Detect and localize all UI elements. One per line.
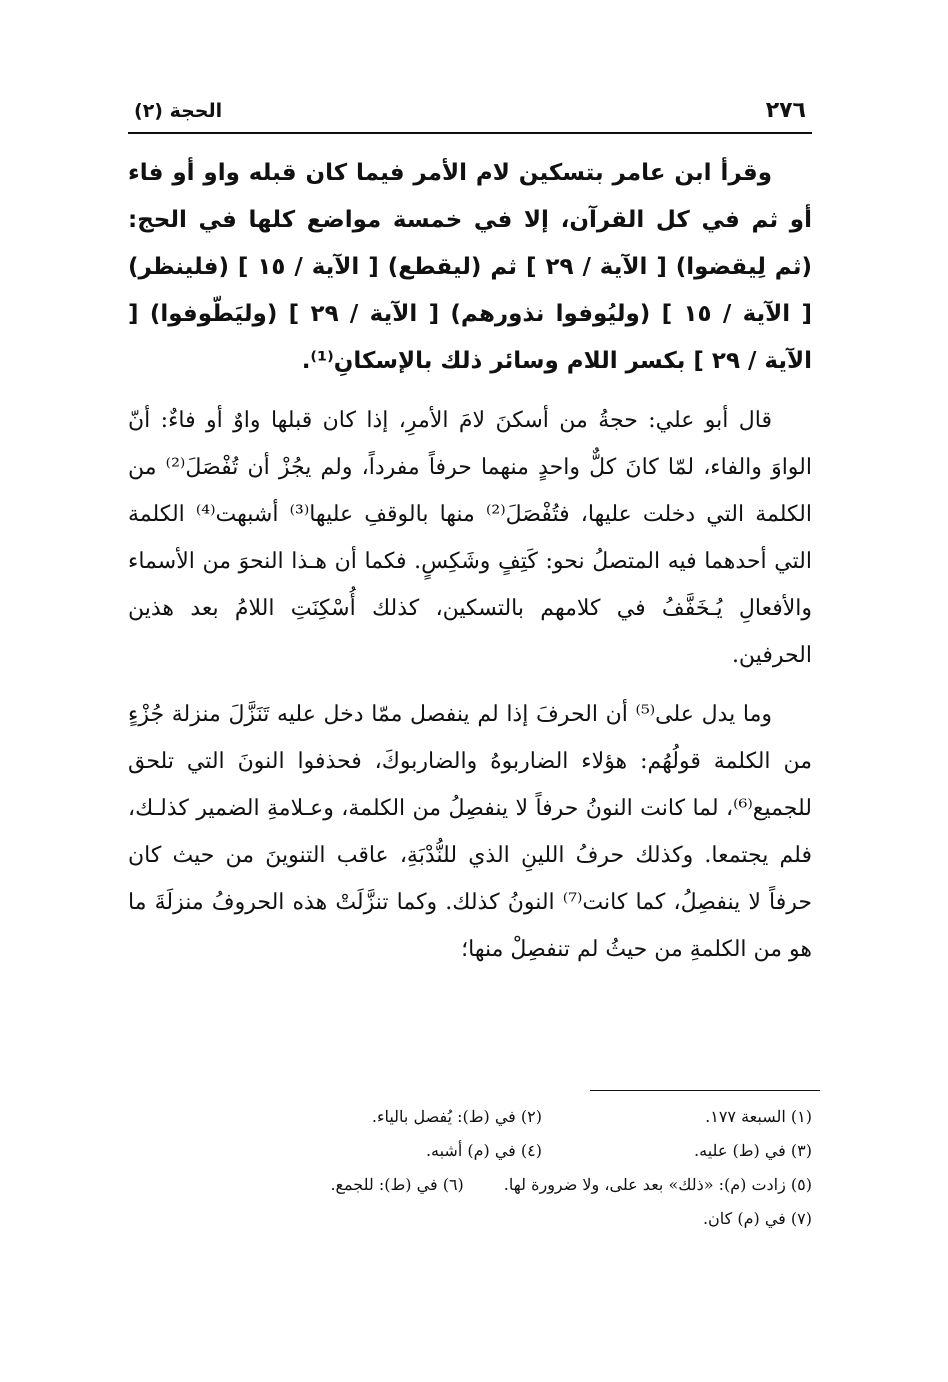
footnote-3: (٣) في (ط) عليه.	[694, 1141, 812, 1160]
footnote-6: (٦) في (ط): للجمع.	[330, 1175, 464, 1194]
paragraph-argument: قال أبو علي: حجةُ من أسكنَ لامَ الأمرِ، إذا كان قبلها واوٌ أو فاءٌ: أنّ الواوَ والفاء، لمّا كانَ كلٌّ واحدٍ منهما حرفاً مفرداً، ولم يجُزْ أن تُفْصَلَ⁽²⁾ من الكلمة التي دخلت عليها، فتُفْصَلَ⁽²⁾ منها بالوقفِ عليها⁽³⁾ أشبهت⁽⁴⁾ الكلمة التي أحدهما فيه المتصلُ نحو: كَتِفٍ وشَكِسٍ. فكما أن هـذا النحوَ من الأسماء والأفعالِ يُـخَفَّفُ في كلامهم بالتسكين، كذلك أُسْكِنَتِ اللامُ بعد هذين الحرفين.	[128, 408, 812, 668]
footnote-separator	[590, 1090, 820, 1091]
footnote-7: (٧) في (م) كان.	[702, 1209, 812, 1228]
footnote-row	[128, 1202, 812, 1236]
main-text	[128, 150, 812, 985]
footnote-row	[128, 1134, 812, 1168]
footnote-1: (١) السبعة ١٧٧.	[705, 1107, 812, 1126]
footnote-row	[128, 1168, 812, 1202]
footnote-2: (٢) في (ط): يُفصل بالياء.	[371, 1107, 542, 1126]
footnote-5: (٥) زادت (م): «ذلك» بعد على، ولا ضرورة لها.	[503, 1175, 812, 1194]
page-number: ٢٧٦	[765, 98, 806, 123]
paragraph-reading: وقرأ ابن عامر بتسكين لام الأمر فيما كان قبله واو أو فاء أو ثم في كل القرآن، إلا في خمسة مواضع كلها في الحج: (ثم لِيقضوا) [ الآية / ٢٩ ] ثم (ليقطع) [ الآية / ١٥ ] (فلينظر) [ الآية / ١٥ ] (وليُوفوا نذورهم) [ الآية / ٢٩ ] (وليَطّوفوا) [ الآية / ٢٩ ] بكسر اللام وسائر ذلك بالإسكانِ⁽¹⁾.	[128, 160, 813, 374]
footnote-4: (٤) في (م) أشبه.	[425, 1141, 542, 1160]
page-header	[128, 96, 812, 134]
footnotes	[128, 1100, 812, 1236]
paragraph-evidence: وما يدل على⁽⁵⁾ أن الحرفَ إذا لم ينفصل ممّا دخل عليه تَنَزَّلَ منزلة جُزْءٍ من الكلمة قولُهُم: هؤلاء الضاربوهُ والضاربوكَ، فحذفوا النونَ التي تلحق للجميع⁽⁶⁾، لما كانت النونُ حرفاً لا ينفصِلُ من الكلمة، وعـلامةِ الضمير كذلـك، فلم يجتمعا. وكذلك حرفُ اللينِ الذي للنُّدْبَةِ، عاقب التنوينَ من حيث كان حرفاً لا ينفصِلُ، كما كانت⁽⁷⁾ النونُ كذلك. وكما تنزَّلَتْ هذه الحروفُ منزلَةَ ما هو من الكلمةِ من حيثُ لم تنفصِلْ منها؛	[128, 702, 812, 962]
footnote-row	[128, 1100, 812, 1134]
running-title: الحجة (٢)	[134, 100, 223, 122]
